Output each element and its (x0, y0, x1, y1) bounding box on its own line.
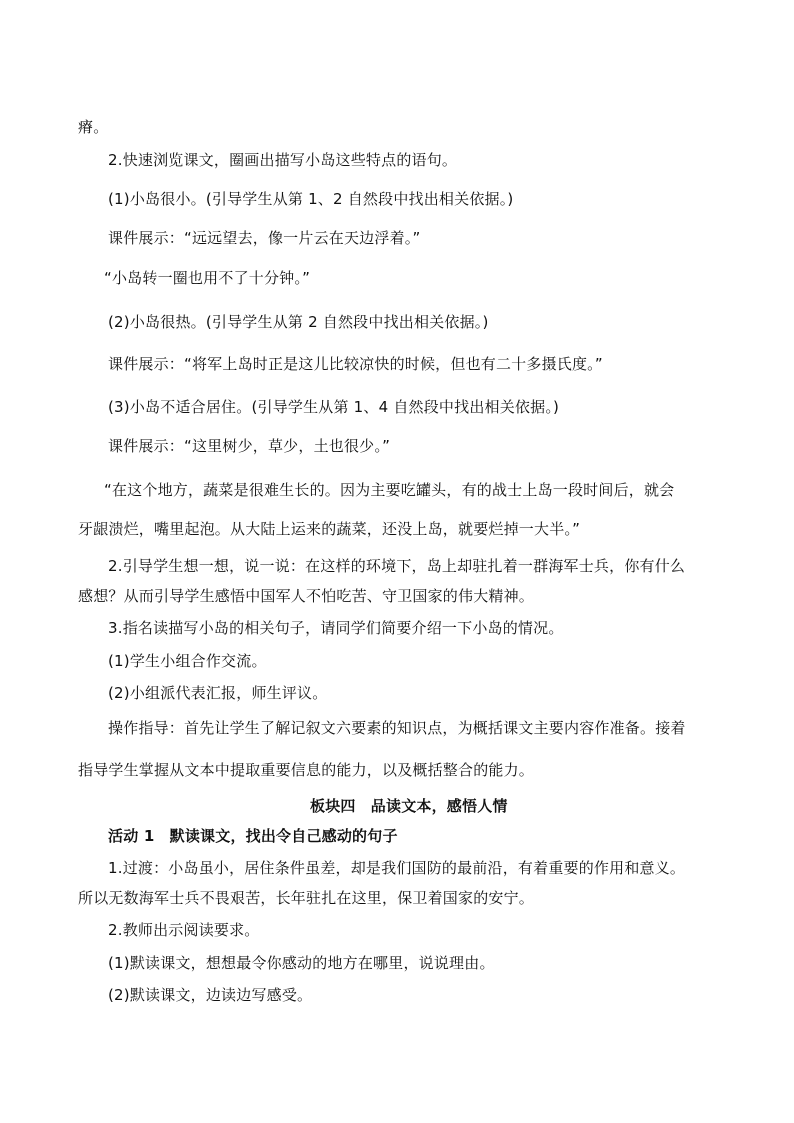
section-heading: 板块四 品读文本，感悟人情 (310, 797, 508, 815)
text-line: (2)小组派代表汇报，师生评议。 (108, 684, 328, 702)
text-line: “小岛转一圈也用不了十分钟。” (104, 269, 311, 287)
text-line: 牙龈溃烂，嘴里起泡。从大陆上运来的蔬菜，还没上岛，就要烂掉一大半。” (78, 520, 581, 538)
text-line: 1.过渡：小岛虽小，居住条件虽差，却是我们国防的最前沿，有着重要的作用和意义。 (108, 859, 686, 877)
text-line: 瘠。 (78, 118, 109, 136)
text-line: 2.教师出示阅读要求。 (108, 921, 260, 939)
text-line: 操作指导：首先让学生了解记叙文六要素的知识点，为概括课文主要内容作准备。接着 (108, 719, 686, 737)
text-line: 3.指名读描写小岛的相关句子，请同学们简要介绍一下小岛的情况。 (108, 619, 564, 637)
text-line: (1)小岛很小。(引导学生从第 1、2 自然段中找出相关依据。) (108, 190, 514, 208)
text-line: (2)默读课文，边读边写感受。 (108, 986, 313, 1004)
text-line: 指导学生掌握从文本中提取重要信息的能力，以及概括整合的能力。 (78, 761, 535, 779)
text-line: 感想？从而引导学生感悟中国军人不怕吃苦、守卫国家的伟大精神。 (78, 587, 535, 605)
text-line: (3)小岛不适合居住。(引导学生从第 1、4 自然段中找出相关依据。) (108, 398, 560, 416)
text-line: “在这个地方，蔬菜是很难生长的。因为主要吃罐头，有的战士上岛一段时间后，就会 (104, 481, 675, 499)
activity-heading: 活动 1 默读课文，找出令自己感动的句子 (108, 827, 398, 845)
text-line: 课件展示：“这里树少，草少，土也很少。” (108, 437, 391, 455)
text-line: 2.引导学生想一想，说一说：在这样的环境下，岛上却驻扎着一群海军士兵，你有什么 (108, 557, 686, 575)
text-line: (1)默读课文，想想最令你感动的地方在哪里，说说理由。 (108, 954, 495, 972)
text-line: 课件展示：“将军上岛时正是这儿比较凉快的时候，但也有二十多摄氏度。” (108, 355, 603, 373)
text-line: 课件展示：“远远望去，像一片云在天边浮着。” (108, 229, 421, 247)
text-line: (2)小岛很热。(引导学生从第 2 自然段中找出相关依据。) (108, 313, 489, 331)
text-line: 所以无数海军士兵不畏艰苦，长年驻扎在这里，保卫着国家的安宁。 (78, 889, 535, 907)
text-line: (1)学生小组合作交流。 (108, 652, 267, 670)
text-line: 2.快速浏览课文，圈画出描写小岛这些特点的语句。 (108, 151, 458, 169)
